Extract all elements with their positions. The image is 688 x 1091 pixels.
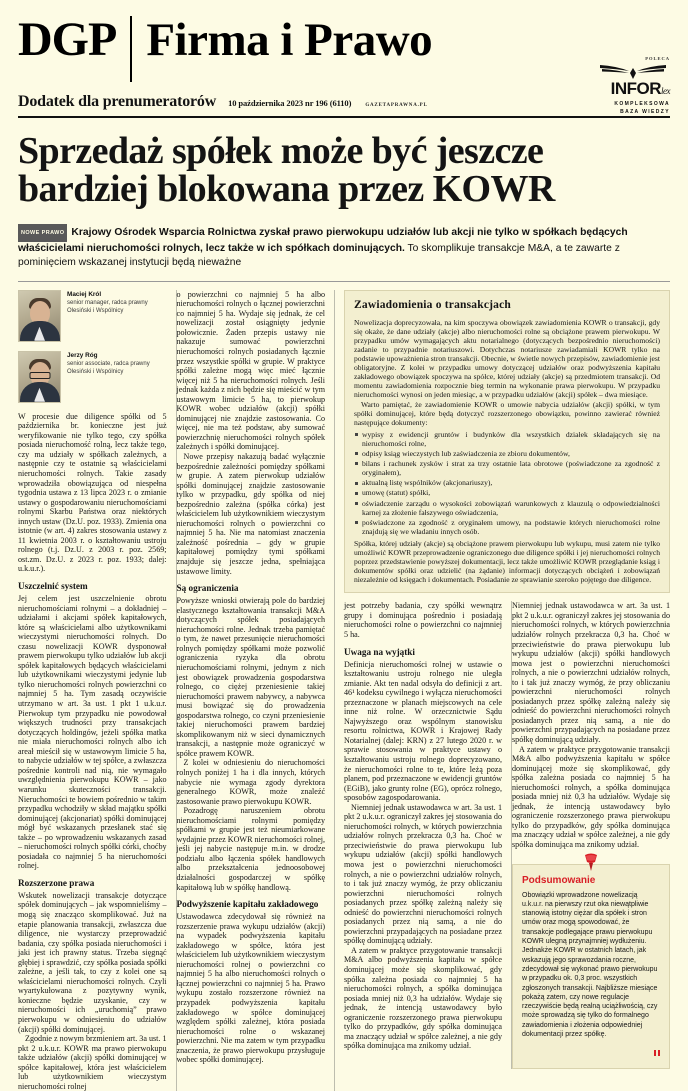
- paragraph: Wskutek nowelizacji transakcje dotyczące spółek dominujących – jak wspomnieliśmy – mogą się znacząco skomplikować. Już na etapie planowania transakcji, zwłaszcza due diligence, nie wystarczy przeprowadzić badania, czy spółka posiada nieruchomości i jaki jest ich prawny status. Trzeba sięgnąć głębiej i sprawdzić, czy spółka posiada spółki zależne, a jeśli tak, to czy z kolei one są właścicielami nieruchomości rolnych. Czyli wyartykułowana z pozytywny wynik, konieczne będzie uzyskanie, czy w nieruchomości ich „uruchomią” prawo pierwokupu w odniesieniu do udziałów (akcji) spółki dominującej.: [18, 890, 167, 1034]
- lead-line-1: Krajowy Ośrodek Wsparcia Rolnictwa zyskał prawo pierwokupu udziałów lub akcji nie tylko: [71, 227, 519, 238]
- masthead-divider: [130, 16, 132, 82]
- paragraph: A zatem w praktyce przygotowanie transakcji M&A albo podwyższenia kapitału w spółce dominującej może się skomplikować, gdy spółka zależna posiada co najmniej 5 ha nieruchomości rolnych, a spółka dominująca posiada mniej niż 0,3 ha udziałów. Wydaje się jednak, że intencją ustawodawcy było ograniczenie rozszerzonego prawa pierwokupu tylko do przypadków, gdy spółka dominująca ma znaczący udział w spółce zależnej, a nie gdy spółka dominująca ma znikomy udział.: [344, 945, 502, 1051]
- section-heading: Podwyższenie kapitału zakładowego: [176, 899, 319, 910]
- paragraph: Obowiązki wprowadzone nowelizacją u.k.u.r. na pierwszy rzut oka niewątpliwie stanowią istotny ciężar dla spółek i stron umów oraz mogą spowodować, że transakcje podlegające prawu pierwokupu KOWR ulegną przynajmniej wydłużeniu. Jednakże KOWR w ostatnich latach, jak wskazują jego sprawozdania roczne, zdecydował się wykonać prawo pierwokupu w przypadku ok. 0,3 proc. wszystkich zgłoszonych transakcji. Najbliższe miesiące pokażą zatem, czy nowe regulacje rzeczywiście będą realną uciążliwością, czy może sprowadzą się tylko do formalnego zawiadomienia i złożenia odpowiedniej dokumentacji przez spółkę.: [522, 891, 658, 1039]
- section-title: Firma i Prawo: [146, 14, 433, 66]
- paragraph: Spółka, której udziały (akcje) są obciążone prawem pierwokupu lub wykupu, musi zatem nie tylko umożliwić KOWR przeprowadzenie ograniczonego due diligence spółki i jej nieruchomości rolnych poprzez przedstawienie powyższej dokumentacji, lecz także umożliwić KOWR przeglądanie ksiąg i dokumentów spółki oraz udzielić (na żądanie) informacji dotyczących obciążeń i zobowiązań niezależnie od księgach i dokumentach. Posiadanie ze sprawianie szeroko pojętego due diligence.: [354, 538, 660, 585]
- column-2-body: [177, 290, 326, 1065]
- summary-box: [512, 864, 670, 1070]
- paragraph: W procesie due diligence spółki od 5 października br. konieczne jest już weryfikowanie nie tylko tego, czy spółka posiada nieruchomość rolną, lecz także tego, czy ma udziały w spółkach zależnych, a następnie czy te ostatnie są właścicielami nieruchomości rolnych. Takie zasady wprowadziła obowiązująca od niespełna tygodnia ustawa z 13 lipca 2023 r. o zmianie ustawy o gospodarowaniu nieruchomościami rolnymi Skarbu Państwa oraz niektórych innych ustaw (Dz.U. poz. 1933). Zmienia ona istotnie (w art. 4) zakres stosowania ustawy z 11 kwietnia 2003 r. o kształtowaniu ustroju rolnego (t.j. Dz.U. z 2003 r. poz. 2569; ost.zm. Dz.U. z 2023 r. poz. 1933; dalej: u.k.u.r.).: [18, 411, 167, 574]
- author-role: senior manager, radca prawny: [67, 299, 148, 306]
- sidebar-box-body: [354, 318, 660, 585]
- promo-tagline-1: KOMPLEKSOWA: [614, 101, 670, 107]
- paragraph: Z kolei w odniesieniu do nieruchomości rolnych poniżej 1 ha i dla innych, których nabycie nie wymaga zgody dyrektora generalnego KOWR, może znaleźć zastosowanie prawo pierwokupu KOWR.: [176, 758, 326, 806]
- column-4-body: [512, 601, 670, 849]
- paragraph: Nowelizacja doprecyzowała, na kim spoczywa obowiązek zawiadomienia KOWR o transakcji, gdy się okaże, że dane udziały (akcje) albo nieruchomości rolne są obciążone prawem pierwokupu. W przypadku umów wymagających aktu notarialnego (dotyczących bezpośrednio nieruchomości) zadanie to przypadnie notariuszowi. Dotychczas notariusze zawiadamiali KOWR tylko na podstawie upoważnienia stron transakcji. Obecnie, w świetle nowych przepisów, zawiadomienie jest obligatoryjne. Z kolei w przypadku umowy dotyczącej udziałów oraz podwyższenia kapitału zakładowego obowiązek spoczywa na spółce, której udziały (akcje) są przedmiotem transakcji. Od momentu zawiadomienia rozpocznie bieg termin na wykonanie prawa pierwokupu. W przypadku nieruchomości wynosi on jeden miesiąc, a w przypadku udziałów (akcji) spółek – dwa miesiące.: [354, 317, 660, 400]
- brand-logo-dgp[interactable]: DGP: [18, 13, 117, 66]
- promo-infor-logo[interactable]: [566, 56, 670, 116]
- author-firm: Olesiński i Wspólnicy: [67, 368, 124, 375]
- author-meta-2: [67, 351, 150, 403]
- paragraph: Powyższe wnioski otwierają pole do bardziej elastycznego kształtowania transakcji M&A dotyczących spółek posiadających nieruchomości rolne. Jednak trzeba pamiętać o tym, że nawet przesunięcie nieruchomości rolnych pomiędzy spółkami może pozwolić ograniczenia ryzyka dla obrotu nieruchomościami rolnymi, jednym z nich jest obowiązek prowadzenia gospodarstwa rolnego, co ciężej przeniesienie takiej nieruchomości prawem nabywcy, a nabywca musi bowiązać się do prowadzenia gospodarstwa rolnego, co czyni przeniesienie takiej nieruchomości prawem bardziej skomplikowanym niż w sieci dynamicznych transakcji, a następnie może ograniczyć w spółce prawem KOWR.: [176, 596, 326, 758]
- list-item: aktualną listę wspólników (akcjonariuszy),: [354, 478, 660, 487]
- column-3-body: [344, 601, 502, 1051]
- sidebar-box-title: Zawiadomienia o transakcjach: [354, 298, 512, 311]
- status-badge: NOWE PRAWO: [18, 224, 67, 242]
- author-name: Maciej Król: [67, 290, 102, 298]
- list-item: odpisy ksiąg wieczystych lub zaświadczenia ze zbioru dokumentów,: [354, 449, 660, 458]
- list-item: wypisy z ewidencji gruntów i budynków dla wszystkich działek składających się na nieruchomości rolne,: [354, 430, 660, 448]
- sidebar-bullet-list: [354, 430, 660, 536]
- column-1-body: [18, 412, 167, 1091]
- paragraph: jest potrzeby badania, czy spółki wewnątrz grupy i dominująca pośrednio i posiadają nieruchomości rolne o powierzchni co najmniej 5 ha.: [344, 601, 502, 639]
- author-block-2: [18, 351, 167, 403]
- summary-endmark-row: [522, 1042, 660, 1060]
- paragraph: Warto pamiętać, że zawiadomienie KOWR o umowie nabycia udziałów (akcji) spółki, w tym spółki dominującej, które będą dotyczyć rozszerzonego obowiązku, powinno zawierać również następujące dokumenty:: [354, 399, 660, 427]
- column-4: [512, 601, 670, 1069]
- author-role: senior associate, radca prawny: [67, 360, 150, 367]
- lead-line-3: To skomplikuje transakcje M&A, a te zawarte z pominięciem wskazanej instytucji będą nieważne: [18, 242, 620, 269]
- pushpin-icon: [582, 852, 600, 872]
- author-name: Jerzy Róg: [67, 351, 98, 359]
- promo-brand-text: INFOR: [610, 79, 661, 98]
- right-zone: [344, 290, 670, 1091]
- supplement-label: Dodatek dla prenumeratorów: [18, 93, 217, 110]
- summary-title: Podsumowanie: [522, 874, 596, 886]
- paragraph: Zgodnie z nowym brzmieniem art. 3a ust. 1 pkt 2 u.k.u.r. KOWR ma prawo pierwokupu także udziałów (akcji) spółki dominującej w spółce kapitałowej, która jest właścicielem lub użytkownikiem wieczystym nieruchomości rolnej: [18, 1034, 167, 1091]
- paragraph: A zatem w praktyce przygotowanie transakcji M&A albo podwyższenia kapitału w spółce dominującej może się skomplikować, gdy spółka zależna posiada co najmniej 5 ha nieruchomości rolnych, a spółka dominująca posiada mniej niż 0,3 ha udziałów. Wydaje się jednak, że intencją ustawodawcy było ograniczenie rozszerzonego prawa pierwokupu tylko do przypadków, gdy spółka dominująca ma znaczący udział w spółce zależnej, a nie gdy spółka dominująca ma znikomy udział.: [512, 744, 670, 850]
- list-item: oświadczenie zarządu o wysokości zobowiązań warunkowych z klauzulą o odpowiedzialności karnej za złożenie fałszywego oświadczenia,: [354, 499, 660, 517]
- list-item: poświadczone za zgodność z oryginałem umowy, na podstawie których nieruchomości rolne znajdują się we władaniu innych osób.: [354, 518, 660, 536]
- infor-wings-icon: [598, 62, 668, 80]
- site-url[interactable]: GAZETAPRAWNA.PL: [365, 103, 428, 108]
- column-3: [344, 601, 502, 1069]
- list-item: bilans i rachunek zysków i strat za trzy ostatnie lata obrotowe (poświadczone za zgodność z oryginałem),: [354, 459, 660, 477]
- avatar: [18, 351, 61, 403]
- section-heading: Są ograniczenia: [176, 583, 239, 594]
- article-columns: [18, 290, 670, 1091]
- author-block-1: [18, 290, 167, 342]
- paragraph: o powierzchni co najmniej 5 ha albo nieruchomości rolnych o łącznej powierzchni co najmniej 5 ha. Wydaje się jednak, że cel nowelizacji został osiągnięty jedynie połowicznie. Żaden przepis ustawy nie nakazuje sumować powierzchni nieruchomości rolnych posiadanych łącznie przez wszystkie spółki w grupie. W praktyce spółki zależne mogą więc mieć łącznie więcej niż 5 ha nieruchomości rolnych. Jeśli jednak każda z nich będzie się mieścić w tym ustawowym limicie 5 ha, to pierwokup KOWR wobec udziałów (akcji) spółki dominującej nie znajdzie zastosowania. Co więcej, nie ma też podstaw, aby sumować powierzchnię nieruchomości rolnych spółek zależnych i spółki dominującej.: [176, 289, 326, 452]
- sidebar-box-transactions: [344, 290, 670, 594]
- author-firm: Olesiński i Wspólnicy: [67, 307, 124, 314]
- endmark-icon: [654, 1050, 660, 1056]
- lead-paragraph: [18, 224, 670, 271]
- column-2: [177, 290, 326, 1091]
- page-title: Sprzedaż spółek może być jeszcze bardziej blokowana przez KOWR: [18, 130, 555, 210]
- masthead: [18, 0, 670, 118]
- promo-tagline-2: BAZA WIEDZY: [620, 109, 670, 115]
- promo-poleca-label: POLECA: [645, 56, 670, 61]
- column-divider: [334, 290, 335, 1091]
- paragraph: Niemniej jednak ustawodawca w art. 3a ust. 1 pkt 2 u.k.u.r. ograniczył zakres jej stosowania do nieruchomości rolnych, w których powierzchnia udziałów rolnych przekracza 0,3 ha. Choć w przeciwieństwie do prawa pierwokupu lub wykupu udziałów (akcji) spółki handlowych mowa jest o powierzchni nieruchomości rolnych, a nie o powierzchni udziałów rolnych, to i tak już znaczy wymóg, że przy obliczaniu powierzchni nieruchomości rolnych posiadanych przez spółkę zależną należy się odnieść do powierzchni nieruchomości rolnych posiadanych przez nią samą, a nie do powierzchni przypadających na posiadane przez spółkę dominującą udziały.: [344, 802, 503, 946]
- author-meta-1: [67, 290, 148, 342]
- paragraph: Niemniej jednak ustawodawca w art. 3a ust. 1 pkt 2 u.k.u.r. ograniczył zakres jej stosowania do nieruchomości rolnych, w których powierzchnia udziałów rolnych przekracza 0,3 ha. Choć w przeciwieństwie do prawa pierwokupu lub wykupu udziałów (akcji) spółki handlowych mowa jest o powierzchni nieruchomości rolnych, a nie o powierzchni udziałów rolnych, to i tak już znaczy wymóg, że przy obliczaniu powierzchni nieruchomości rolnych posiadanych przez spółkę zależną należy się odnieść do powierzchni nieruchomości rolnych posiadanych przez nią samą, a nie do powierzchni przypadających na posiadane przez spółkę dominującą udziały.: [512, 601, 671, 744]
- column-1: [18, 290, 167, 1091]
- section-heading: Uszczelnić system: [18, 581, 88, 592]
- paragraph: Ustawodawca zdecydował się również na rozszerzenie prawa wykupu udziałów (akcji) na wypadek podwyższenia kapitału zakładowego w spółce, która jest właścicielem lub użytkownikiem wieczystym nieruchomości rolnej o powierzchni co najmniej 5 ha albo nieruchomości rolnych o łącznej powierzchni co najmniej 5 ha. Prawo wykupu zostało rozszerzone również na przypadek podwyższenia kapitału zakładowego w spółce dominującej względem spółki zależnej, która posiada nieruchomości rolne o wskazanej powierzchni. Nie ma zatem w tym przypadku znaczenia, że prawo pierwokupu przysługuje wobec spółki dominującej.: [176, 912, 326, 1065]
- paragraph: Definicja nieruchomości rolnej w ustawie o kształtowaniu ustroju rolnego nie uległa zmianie. Akt ten nadal odsyła do definicji z art. 46¹ kodeksu cywilnego i wyłącza nieruchomości przeznaczone w planach miejscowych na cele inne niż rolne. W orzecznictwie Sądu Najwyższego oraz wspólnym stanowisku resortu rolnictwa, KOWR i Krajowej Rady Notarialnej (dalej: KRN) z 27 lutego 2020 r. w sprawie stosowania w praktyce ustawy o kształtowaniu ustroju rolnego doprecyzowano, że nieruchomości rolne to te, które leżą poza planem, pod przeznaczone w ewidencji gruntów (EGiB), jako grunty rolne (EG), oprócz rolnego, sposobów zagospodarowania.: [344, 659, 502, 803]
- avatar-glasses: [29, 372, 50, 379]
- summary-text: [522, 891, 660, 1040]
- paragraph: Pozadrogę naruszeniem obrotu nieruchomościami rolnymi pomiędzy spółkami w grupie jest też nieumiarkowane wydajnie przez KOWR nieruchomości rolnej, jeśli jej nabycie następuje m.in. w drodze podziału albo łączenia spółek handlowych albo przekształcenia jednoosobowej działalności gospodarczej w spółkę kapitałową lub w spółkę handlową.: [176, 806, 326, 892]
- lead-line-2: w spółkach będących właścicielami nieruchomości rolnych, lecz także w ich spółkach dominujących.: [18, 227, 628, 254]
- right-zone-columns: [344, 601, 670, 1069]
- section-heading: Rozszerzone prawa: [18, 877, 95, 888]
- masthead-rule: [18, 116, 670, 118]
- issue-date-line: 10 października 2023 nr 196 (6110): [228, 98, 352, 108]
- lead-rule: [18, 281, 670, 282]
- promo-brand-suffix: lex: [661, 86, 670, 96]
- paragraph: Nowe przepisy nakazują badać wyłącznie bezpośrednie zależności pomiędzy spółkami w grupie. A zatem pierwokup udziałów spółki dominującej znajdzie zastosowanie tylko w przypadku, gdy spółka od niej bezpośrednio zależna (spółka córka) jest właścicielem lub użytkownikiem wieczystym nieruchomości rolnych o powierzchni co najmniej 5 ha. Nie ma natomiast znaczenia zależność pośrednia – gdy w grupie kapitałowej pomiędzy tymi spółkami znajduje się jeszcze jedna, spełniająca ustawowe limity.: [176, 452, 326, 576]
- paragraph: Jej celem jest uszczelnienie obrotu nieruchomościami rolnymi – a dokładniej – udziałami i akcjami spółek kapitałowych, które są właścicielami albo użytkownikami wieczystymi nieruchomości rolnych. Do czasu nowelizacji KOWR dysponował prawem pierwokupu tylko udziałów lub akcji spółek kapitałowych będących właścicielami lub użytkownikami wieczystymi jedynie lub tylko nieruchomości rolnych powierzchni co najmniej 5 ha. Tym zasadą oczywiście utrzymano w art. 3a ust. 1 pkt 1 u.k.u.r. Pierwokup tym przypadku nie powodował większych trudności przy transakcjach dotyczących holdingów, jeżeli spółka matka nie miała nieruchomości rolnych albo ich areał mieścił się w ustawowym limicie 5 ha, to nabycie udziałów w tej spółce, a zwłaszcza pośrednie kontroli nad nią, nie wymagało uwzględnienia pierwokupu KOWR – jako warunku skuteczności transakcji. Nieruchomości te bowiem pośrednio w takim przypadku wchodziły w skład majątku spółki dominującej (akcjonariat) spółki dominującej mógł być wskazanych przesłanek stać się także – po wprowadzeniu wskazanych zasad – nieruchomości rolnych spółki córki, choćby posiadała co najmniej 5 ha nieruchomości rolnej.: [18, 594, 167, 871]
- list-item: umowę (statut) spółki,: [354, 488, 660, 497]
- section-heading: Uwaga na wyjątki: [344, 646, 415, 657]
- avatar: [18, 290, 61, 342]
- promo-brand-word: [566, 80, 670, 100]
